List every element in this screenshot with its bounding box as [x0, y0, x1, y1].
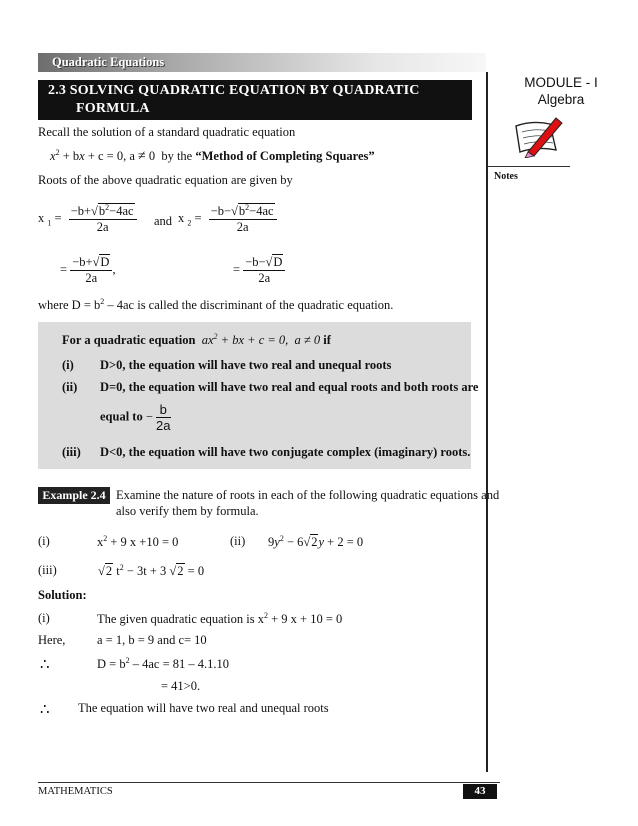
- example-item-i-number: (i): [38, 534, 50, 548]
- section-title-box: [38, 80, 472, 120]
- box-intro: For a quadratic equation $ax^2$ + bx + c = 0, a ≠ 0 if: [62, 332, 331, 348]
- and-text: and: [154, 214, 173, 228]
- rule-ii-text: D=0, the equation will have two real and equal roots and both roots are: [100, 380, 479, 394]
- section-header-bar: [38, 53, 486, 72]
- discriminant-result: = 41>0.: [161, 679, 201, 693]
- rule-iii-text: D<0, the equation will have two conjugate complex (imaginary) roots.: [100, 445, 471, 459]
- conclusion-text: The equation will have two real and unequal roots: [78, 701, 329, 715]
- roots-intro-text: Roots of the above quadratic equation are given by: [38, 173, 293, 187]
- discriminant-definition: where $D = b^2 - 4ac$ is called the discriminant of the quadratic equation.: [38, 297, 394, 313]
- notes-label: Notes: [494, 171, 518, 182]
- module-label: [489, 74, 633, 108]
- rule-i-number: (i): [62, 358, 74, 372]
- example-item-ii-equation: $9y^2 - 6√2y + 2 = 0$: [268, 534, 364, 550]
- recall-text: Recall the solution of a standard quadratic equation: [38, 125, 296, 139]
- footer-subject: MATHEMATICS: [38, 786, 113, 797]
- module-subject: Algebra: [537, 92, 585, 107]
- margin-divider: [486, 72, 488, 772]
- root-formula-d1: = $\frac{-b+√D}{2a}$ ,: [60, 255, 116, 285]
- example-text-line1: Examine the nature of roots in each of the following quadratic equations and: [116, 488, 500, 502]
- page-number: 43: [463, 784, 497, 799]
- rule-iii-number: (iii): [62, 445, 81, 459]
- here-label: Here,: [38, 633, 66, 647]
- example-label: Example 2.4: [38, 487, 110, 504]
- equal-to-line: equal to − $\frac{b}{2a}$: [100, 402, 171, 433]
- therefore-symbol: ∴: [40, 657, 50, 673]
- discriminant-calc: $D = b^2 - 4ac = 81 - 4.1.10$: [97, 656, 229, 672]
- root-formula-d2: = $\frac{-b-√D}{2a}$: [233, 255, 285, 286]
- solution-i-number: (i): [38, 611, 50, 625]
- rule-ii-number: (ii): [62, 380, 78, 394]
- notebook-pencil-icon: [510, 112, 566, 158]
- example-item-iii-number: (iii): [38, 563, 57, 577]
- example-text-line2: also verify them by formula.: [116, 504, 259, 518]
- standard-equation-line: $x^2$ + bx + c = 0, a ≠ 0 by the “Method of Completing Squares”: [50, 148, 375, 165]
- therefore-symbol: ∴: [40, 702, 50, 718]
- rule-i-text: D>0, the equation will have two real and unequal roots: [100, 358, 392, 372]
- coefficients-line: a = 1, b = 9 and c= 10: [97, 633, 207, 647]
- solution-heading: Solution:: [38, 588, 87, 602]
- section-title-line1: 2.3 SOLVING QUADRATIC EQUATION BY QUADRATIC: [48, 83, 420, 98]
- solution-given-line: The given quadratic equation is $x^2 + 9$ x + 10 = 0: [97, 611, 343, 627]
- root-formula-x2: x $_2$ = $\frac{-b-√b^2-4ac}{2a}$: [178, 203, 277, 235]
- section-title-line2: FORMULA: [76, 101, 150, 116]
- section-tab-label: Quadratic Equations: [52, 55, 165, 69]
- example-item-i-equation: $x^2 + 9$ x +10 = 0: [97, 534, 179, 550]
- footer-divider: [38, 782, 500, 783]
- root-formula-x1: x $_1$ = $\frac{-b+√b^2-4ac}{2a}$: [38, 203, 137, 235]
- module-number: MODULE - I: [524, 75, 598, 90]
- notes-divider: [488, 166, 570, 167]
- example-item-iii-equation: √2 $t^2 - 3t + 3$ √2 = 0: [98, 563, 205, 579]
- example-item-ii-number: (ii): [230, 534, 246, 548]
